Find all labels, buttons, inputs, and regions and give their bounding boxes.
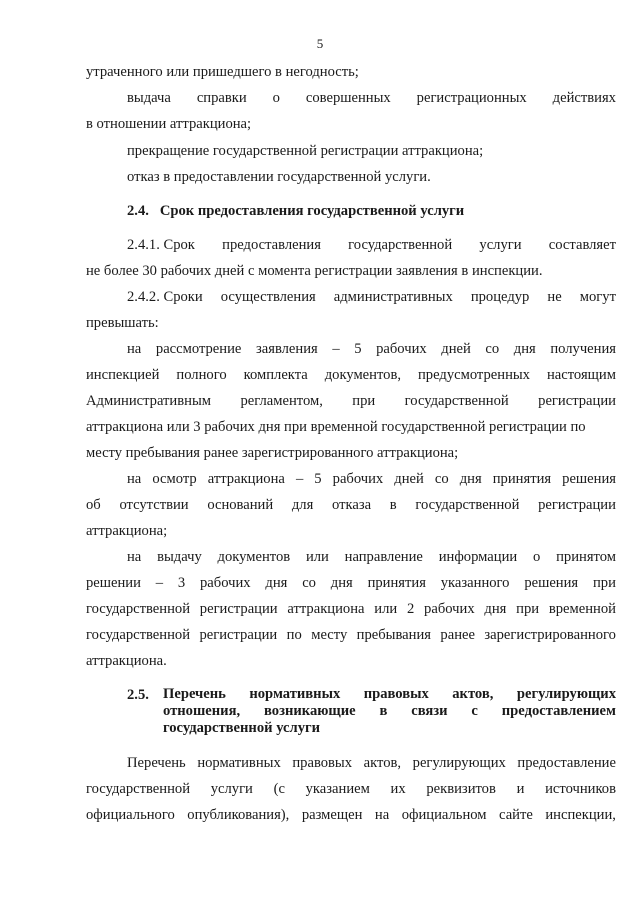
word: принятия	[492, 471, 552, 487]
word: временной	[548, 601, 616, 617]
word: государственной	[404, 393, 509, 409]
word: правовых	[363, 686, 429, 702]
word: заявления	[255, 341, 318, 357]
word: дней	[441, 341, 471, 357]
text-line	[127, 236, 616, 254]
word: полного	[176, 367, 227, 383]
word: регистрации	[199, 627, 278, 643]
word: официальном	[401, 807, 487, 823]
word: указанного	[440, 575, 510, 591]
text-line	[86, 496, 616, 514]
word: в	[379, 703, 388, 719]
word: отказа	[332, 497, 372, 513]
word: аттракциона	[207, 471, 285, 487]
word: принятом	[556, 549, 616, 565]
word: дня	[484, 601, 507, 617]
word: регулирующих	[516, 686, 616, 702]
text-line: аттракциона или 3 рабочих дня при временной государственной регистрации по	[86, 419, 586, 435]
word: решения	[524, 575, 579, 591]
text-line: утраченного или пришедшего в негодность;	[86, 64, 359, 80]
word: оснований	[207, 497, 274, 513]
word: предоставления	[222, 237, 321, 253]
word: возникающие	[264, 703, 356, 719]
word: регистрации	[538, 497, 616, 513]
word: совершенных	[305, 90, 391, 106]
word: сайте	[499, 807, 533, 823]
page-number: 5	[316, 36, 324, 51]
word: со	[434, 471, 449, 487]
word: услуги	[210, 781, 253, 797]
word: –	[332, 341, 340, 357]
word: нормативных	[249, 686, 341, 702]
word: регулирующих	[412, 755, 506, 771]
text-line	[127, 470, 616, 488]
word: при	[592, 575, 616, 591]
word: и	[516, 781, 525, 797]
section-heading-2-5-line	[163, 703, 616, 720]
word: со	[302, 575, 316, 591]
word: на	[127, 471, 142, 487]
word: регистрации	[538, 393, 616, 409]
word: –	[155, 575, 164, 591]
word: (с	[273, 781, 285, 797]
section-heading-2-4: 2.4. Срок предоставления государственной услуги	[127, 203, 465, 219]
word: размещен	[301, 807, 363, 823]
word: Административным	[86, 393, 211, 409]
word: нормативных	[197, 755, 281, 771]
word: 3	[177, 575, 186, 591]
word: 5	[354, 341, 362, 357]
text-line: аттракциона;	[86, 523, 168, 539]
word: об	[86, 497, 101, 513]
word: регламентом,	[240, 393, 323, 409]
text-line	[127, 754, 616, 772]
word: Перечень	[127, 755, 186, 771]
word: дней	[394, 471, 424, 487]
word: со	[485, 341, 500, 357]
word: предоставление	[517, 755, 616, 771]
word: решения	[562, 471, 616, 487]
word: на	[374, 807, 390, 823]
word: административных	[333, 289, 453, 305]
word: с	[471, 703, 478, 719]
word: о	[533, 549, 541, 565]
word: источников	[545, 781, 616, 797]
word: ранее	[440, 627, 475, 643]
word: решении	[86, 575, 141, 591]
word: рассмотрение	[155, 341, 242, 357]
word: их	[390, 781, 406, 797]
word: принятия	[367, 575, 426, 591]
word: Перечень	[163, 686, 226, 702]
word: или	[305, 549, 329, 565]
word: государственной	[86, 627, 191, 643]
word: в	[389, 497, 397, 513]
word: осмотр	[152, 471, 197, 487]
word: пребывания	[356, 627, 431, 643]
text-line	[127, 548, 616, 566]
word: официального	[86, 807, 175, 823]
word: 5	[314, 471, 322, 487]
word: для	[291, 497, 314, 513]
word: не	[547, 289, 562, 305]
word: инспекцией	[86, 367, 160, 383]
word: актов,	[363, 755, 402, 771]
word: настоящим	[546, 367, 616, 383]
word: регистрации	[199, 601, 278, 617]
word: по	[286, 627, 302, 643]
word: отношения,	[163, 703, 241, 719]
word: могут	[579, 289, 616, 305]
text-line: месту пребывания ранее зарегистрированного аттракциона;	[86, 445, 459, 461]
word: государственной	[348, 237, 453, 253]
text-line	[127, 89, 616, 107]
text-line	[86, 366, 616, 384]
word: справки	[196, 90, 247, 106]
word: дня	[330, 575, 353, 591]
word: процедур	[470, 289, 530, 305]
word: рабочих	[332, 471, 384, 487]
text-line	[86, 780, 616, 798]
word: аттракциона	[287, 601, 365, 617]
word: составляет	[548, 237, 616, 253]
word: при	[352, 393, 376, 409]
word: рабочих	[200, 575, 251, 591]
text-line: отказ в предоставлении государственной услуги.	[127, 169, 431, 185]
word: о	[272, 90, 280, 106]
section-heading-2-5-line: государственной услуги	[163, 720, 321, 736]
word: услуги	[479, 237, 522, 253]
word: –	[295, 471, 304, 487]
word: направление	[344, 549, 423, 565]
word: зарегистрированного	[484, 627, 616, 643]
word: при	[516, 601, 540, 617]
word: или	[374, 601, 398, 617]
text-line: превышать:	[86, 315, 159, 331]
word: государственной	[86, 601, 191, 617]
word: актов,	[452, 686, 494, 702]
word: рабочих	[424, 601, 475, 617]
section-heading-2-5-line	[163, 686, 616, 703]
text-line	[86, 392, 616, 410]
word: дня	[265, 575, 288, 591]
word: действиях	[552, 90, 616, 106]
word: рабочих	[376, 341, 427, 357]
word: предусмотренных	[418, 367, 530, 383]
word: государственной	[415, 497, 520, 513]
word: связи	[411, 703, 448, 719]
word: информации	[438, 549, 518, 565]
word: месту	[311, 627, 348, 643]
word: выдачу	[157, 549, 202, 565]
word: дня	[459, 471, 482, 487]
word: регистрационных	[416, 90, 527, 106]
word: 2.4.2. Сроки	[127, 289, 203, 305]
section-number-2-5: 2.5.	[127, 687, 149, 703]
word: получения	[550, 341, 616, 357]
text-line: прекращение государственной регистрации аттракциона;	[127, 143, 484, 159]
word: государственной	[86, 781, 191, 797]
word: документов	[217, 549, 291, 565]
text-line: аттракциона.	[86, 653, 167, 669]
word: выдача	[127, 90, 171, 106]
word: правовых	[292, 755, 353, 771]
text-line	[86, 806, 616, 824]
word: опубликования),	[187, 807, 290, 823]
word: реквизитов	[426, 781, 496, 797]
text-line: в отношении аттракциона;	[86, 116, 252, 132]
word: дня	[513, 341, 536, 357]
word: 2	[406, 601, 415, 617]
word: на	[127, 341, 142, 357]
text-line	[86, 600, 616, 618]
word: указанием	[305, 781, 370, 797]
word: предоставлением	[501, 703, 616, 719]
text-line	[86, 626, 616, 644]
word: документов,	[324, 367, 401, 383]
text-line	[127, 340, 616, 358]
text-line	[127, 288, 616, 306]
word: комплекта	[243, 367, 308, 383]
text-line: не более 30 рабочих дней с момента регистрации заявления в инспекции.	[86, 263, 543, 279]
word: инспекции,	[545, 807, 616, 823]
text-line	[86, 574, 616, 592]
word: 2.4.1. Срок	[127, 237, 195, 253]
word: осуществления	[220, 289, 316, 305]
word: на	[127, 549, 142, 565]
word: отсутствии	[119, 497, 189, 513]
